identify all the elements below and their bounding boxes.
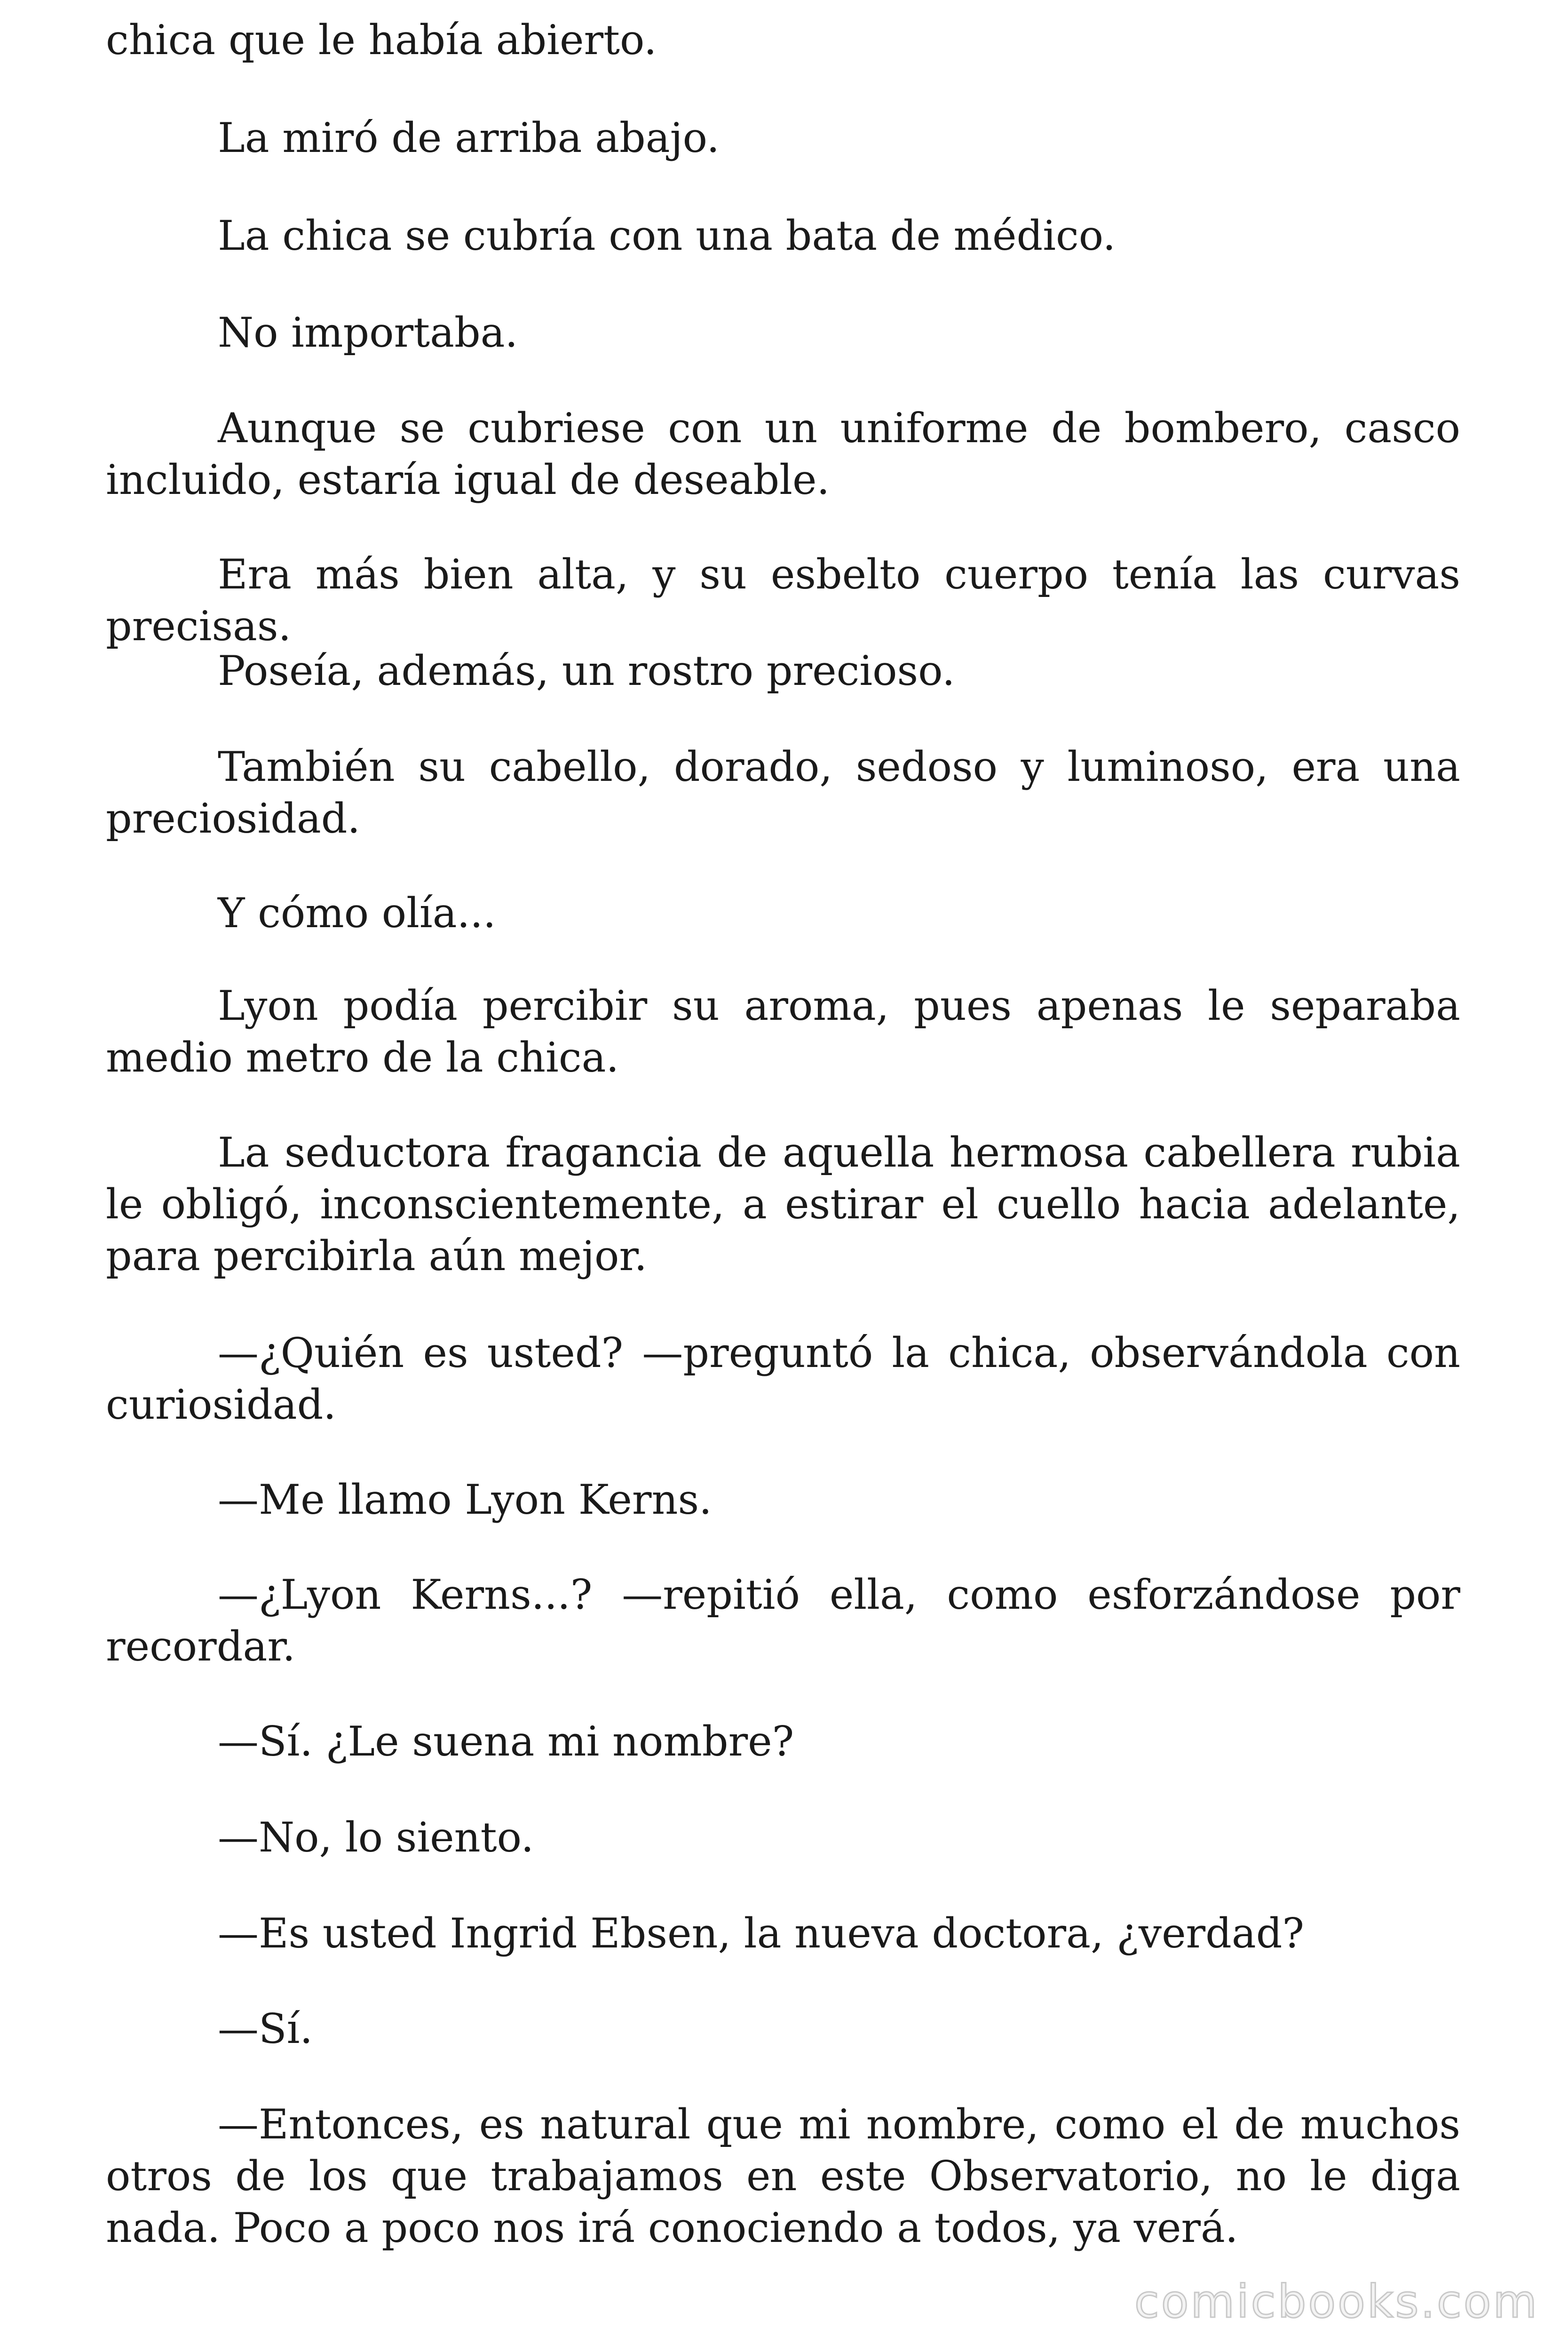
paragraph-19: —Entonces, es natural que mi nombre, como el de muchos otros de los que trabajamos en este Observatorio, no le diga nada. Poco a poco nos irá conociendo a todos, ya verá.	[106, 2100, 1460, 2252]
paragraph-2: La miró de arriba abajo.	[218, 114, 720, 162]
paragraph-13: —Me llamo Lyon Kerns.	[218, 1476, 712, 1524]
paragraph-14: —¿Lyon Kerns...? —repitió ella, como esforzándose por recordar.	[106, 1571, 1460, 1670]
paragraph-4: No importaba.	[218, 309, 518, 357]
paragraph-12: —¿Quién es usted? —preguntó la chica, observándola con curiosidad.	[106, 1329, 1460, 1429]
paragraph-8: También su cabello, dorado, sedoso y luminoso, era una preciosidad.	[106, 743, 1460, 842]
paragraph-16: —No, lo siento.	[218, 1813, 534, 1861]
watermark-text: comicbooks.com	[1134, 2275, 1539, 2328]
paragraph-1: chica que le había abierto.	[106, 16, 657, 64]
paragraph-11: La seductora fragancia de aquella hermosa cabellera rubia le obligó, inconscientemente, a estirar el cuello hacia adelante, para percibirla aún mejor.	[106, 1128, 1460, 1280]
paragraph-10: Lyon podía percibir su aroma, pues apenas le separaba medio metro de la chica.	[106, 982, 1460, 1081]
paragraph-15: —Sí. ¿Le suena mi nombre?	[218, 1717, 794, 1765]
paragraph-6: Era más bien alta, y su esbelto cuerpo tenía las curvas precisas.	[106, 550, 1460, 650]
paragraph-18: —Sí.	[218, 2005, 313, 2053]
paragraph-17: —Es usted Ingrid Ebsen, la nueva doctora, ¿verdad?	[218, 1909, 1305, 1957]
paragraph-3: La chica se cubría con una bata de médico.	[218, 212, 1116, 260]
paragraph-9: Y cómo olía...	[218, 889, 496, 937]
paragraph-7: Poseía, además, un rostro precioso.	[218, 647, 955, 695]
paragraph-5: Aunque se cubriese con un uniforme de bombero, casco incluido, estaría igual de deseable.	[106, 404, 1460, 504]
